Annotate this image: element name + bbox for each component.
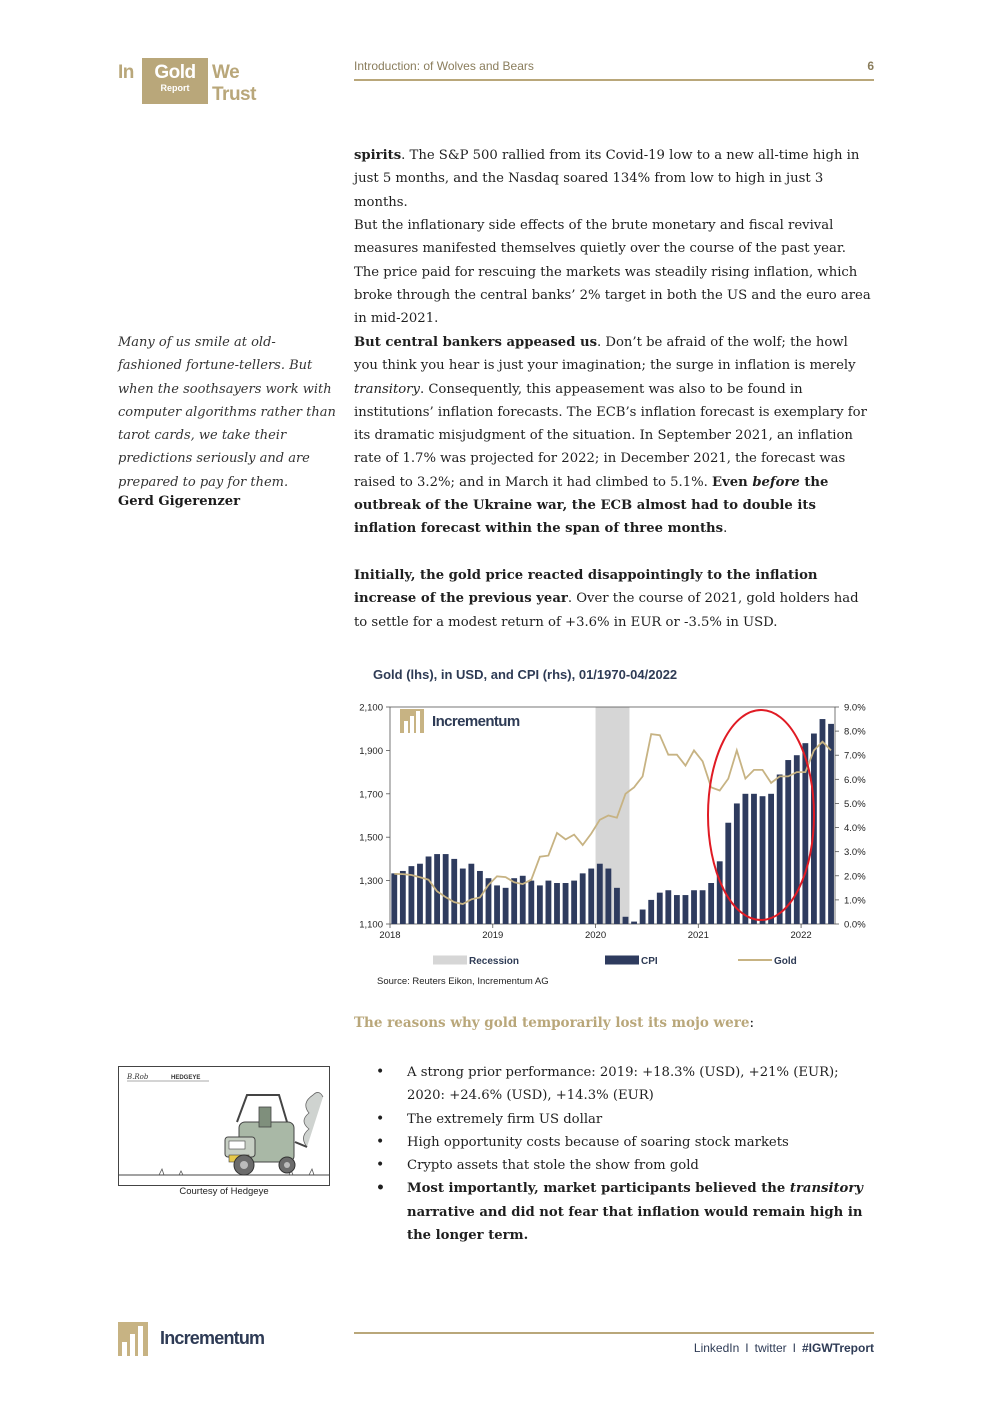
cpi-bar — [674, 895, 680, 924]
sidebar-quote: Many of us smile at old-fashioned fortune-tellers. But when the soothsayers work with computer algorithms rather than tarot cards, we take their predictions seriously and are prepared to pay for them. — [118, 335, 336, 490]
twitter-link[interactable]: twitter — [754, 1341, 787, 1355]
incrementum-watermark-icon-bar — [410, 716, 414, 733]
reasons-list — [354, 1061, 874, 1247]
cpi-bar — [665, 890, 671, 924]
y-left-tick-label: 1,900 — [359, 745, 383, 757]
reasons-heading-text: The reasons why gold temporarily lost its mojo were — [354, 1015, 750, 1031]
cartoon-caption: Courtesy of Hedgeye — [179, 1186, 269, 1197]
cpi-bar — [400, 871, 406, 924]
x-tick-label: 2020 — [584, 930, 607, 941]
y-left-tick-label: 1,300 — [359, 876, 383, 888]
x-tick-label: 2019 — [482, 930, 504, 941]
cpi-bar — [768, 794, 774, 924]
x-tick-label: 2021 — [687, 930, 709, 941]
p3-italic: transitory — [354, 381, 420, 397]
cpi-bar — [828, 724, 834, 924]
incrementum-logo-icon — [118, 1322, 278, 1356]
cpi-bar — [443, 854, 449, 924]
chart-watermark-text: Incrementum — [432, 713, 520, 730]
cpi-bar — [554, 883, 560, 924]
cpi-bar — [537, 885, 543, 924]
cpi-bar — [777, 775, 783, 924]
footer-links — [600, 1341, 874, 1355]
last-item-italic: transitory — [789, 1181, 863, 1197]
p3-text-b: . Consequently, this appeasement was also to be found in institutions’ inflation forecasts. The ECB’s inflation forecast is exemplary for its dramatic misjudgment of the situation. In September 2021, an inflation rate of 1.7% was projected for 2022; in December 2021, the forecast was raised to 3.2%; and in March it had climbed to 5.1%. — [354, 381, 867, 490]
p3-bold: But central bankers appeased us — [354, 335, 598, 350]
reasons-heading — [354, 1015, 754, 1031]
report-logo — [118, 58, 276, 104]
reasons-heading-colon: : — [749, 1015, 755, 1031]
cpi-bar — [597, 864, 603, 924]
list-item: • A strong prior performance: 2019: +18.3% (USD), +21% (EUR); 2020: +24.6% (USD), +14.3% (EUR) — [354, 1061, 874, 1108]
footer-logo — [118, 1322, 278, 1356]
y-right-tick-label: 1.0% — [844, 895, 866, 907]
p4-bold: Initially, the gold price reacted disappointingly to the inflation increase of the previous year — [354, 568, 818, 607]
list-item-emphasis — [354, 1177, 874, 1247]
last-item-end: . — [523, 1228, 529, 1244]
cpi-bar — [468, 864, 474, 924]
paragraph-3 — [354, 331, 874, 541]
chart-legend-group — [433, 956, 797, 968]
cpi-bar — [648, 900, 654, 924]
y-left-tick-label: 1,500 — [359, 832, 383, 844]
y-left-tick-label: 1,100 — [359, 919, 383, 931]
cpi-bar — [451, 859, 457, 924]
y-right-tick-label: 8.0% — [844, 726, 866, 738]
cpi-bar — [657, 893, 663, 924]
list-item: • Crypto assets that stole the show from gold — [354, 1154, 874, 1177]
p3-bold-2a: Even — [712, 474, 753, 490]
y-left-tick-label: 1,700 — [359, 789, 383, 801]
incrementum-watermark-icon-bar — [416, 711, 420, 733]
y-right-tick-label: 6.0% — [844, 774, 866, 786]
list-item: • The extremely firm US dollar — [354, 1108, 874, 1131]
cpi-bar — [785, 760, 791, 924]
cpi-bar — [794, 755, 800, 924]
chart-watermark-group — [400, 709, 520, 733]
cpi-bar — [614, 888, 620, 924]
p3-bold-2b: the outbreak of the Ukraine war, the ECB almost had to double its inflation forecast within the span of three months — [354, 474, 829, 537]
cpi-bar — [725, 823, 731, 924]
cpi-bar — [460, 869, 466, 924]
p1-bold: spirits — [354, 148, 402, 163]
p3-end: . — [723, 521, 728, 537]
cpi-bar — [546, 881, 552, 924]
list-item: • High opportunity costs because of soaring stock markets — [354, 1131, 874, 1154]
page-number: 6 — [867, 59, 874, 73]
legend-gold-label: Gold — [774, 956, 797, 967]
cpi-bar — [511, 878, 517, 924]
sidebar-quote-author: Gerd Gigerenzer — [118, 494, 241, 509]
legend-cpi-label: CPI — [641, 956, 658, 967]
gold-cpi-chart — [340, 690, 900, 975]
cpi-bar — [571, 881, 577, 924]
y-right-tick-label: 0.0% — [844, 919, 866, 931]
footer-divider — [354, 1332, 874, 1334]
y-right-tick-label: 7.0% — [844, 750, 866, 762]
header-divider — [354, 79, 874, 81]
cpi-bar — [760, 796, 766, 924]
x-tick-label: 2018 — [379, 930, 401, 941]
footer-separator: I — [792, 1341, 796, 1355]
hashtag-link[interactable]: #IGWTreport — [801, 1341, 874, 1355]
cpi-bar — [751, 794, 757, 924]
y-right-tick-label: 2.0% — [844, 871, 866, 883]
footer-logo-text: Incrementum — [160, 1328, 265, 1348]
legend-recession-label: Recession — [469, 956, 520, 967]
cartoon-forklift-illustration — [119, 1067, 329, 1185]
cpi-bar — [563, 883, 569, 924]
chart-source: Source: Reuters Eikon, Incrementum AG — [377, 976, 549, 987]
y-right-tick-label: 3.0% — [844, 847, 866, 859]
cpi-bar — [820, 719, 826, 924]
footer-separator: I — [745, 1341, 749, 1355]
cpi-bar — [580, 873, 586, 924]
paragraph-2: But the inflationary side effects of the brute monetary and fiscal revival measures manifested themselves quietly over the course of the past year. The price paid for rescuing the markets was steadily rising inflation, which broke through the central banks’ 2% target in both the US and the euro area in mid-2021. — [354, 218, 871, 327]
logo-in-text: In — [118, 62, 134, 83]
logo-we-trust-text: We Trust — [212, 62, 256, 105]
cpi-bar — [700, 890, 706, 924]
cpi-bar — [588, 869, 594, 924]
chart-title: Gold (lhs), in USD, and CPI (rhs), 01/1970-04/2022 — [373, 667, 678, 682]
y-right-tick-label: 9.0% — [844, 702, 866, 714]
section-title: Introduction: of Wolves and Bears — [354, 59, 534, 73]
y-left-tick-label: 2,100 — [359, 702, 383, 714]
logo-report-text: Report — [160, 83, 190, 93]
cpi-bar — [691, 890, 697, 924]
svg-text:B.Rob: B.Rob — [127, 1073, 149, 1081]
last-item-b: narrative and did not fear that inflation would remain high in the longer term — [407, 1204, 863, 1244]
hedgeye-cartoon — [118, 1066, 330, 1186]
p4-text: . Over the course of 2021, gold holders had to settle for a modest return of +3.6% in EUR or -3.5% in USD. — [354, 591, 859, 630]
y-right-tick-label: 5.0% — [844, 798, 866, 810]
paragraph-1 — [354, 144, 874, 214]
legend-cpi-swatch — [605, 956, 639, 965]
p1-text: . The S&P 500 rallied from its Covid-19 low to a new all-time high in just 5 months, and the Nasdaq soared 134% from low to high in just 3 months. — [354, 148, 860, 210]
cpi-bar — [391, 873, 397, 924]
cpi-bar — [503, 888, 509, 924]
cpi-bar — [494, 885, 500, 924]
linkedin-link[interactable]: LinkedIn — [693, 1341, 740, 1355]
cpi-bar — [528, 881, 534, 924]
cpi-bar — [631, 922, 637, 924]
incrementum-watermark-icon-bar — [404, 721, 408, 733]
cpi-bar — [417, 864, 423, 924]
cpi-bar — [683, 895, 689, 924]
cpi-bar — [717, 861, 723, 924]
cpi-bar — [708, 883, 714, 924]
x-tick-label: 2022 — [790, 930, 812, 941]
cartoon-signature: HEDGEYE — [171, 1075, 201, 1081]
cpi-bar — [640, 910, 646, 924]
paragraph-4 — [354, 564, 874, 634]
logo-gold-text: Gold — [154, 62, 196, 83]
cpi-bar — [426, 856, 432, 924]
last-item-a: Most importantly, market participants believed the — [407, 1181, 790, 1197]
cpi-bar — [605, 869, 611, 924]
cpi-bar — [742, 794, 748, 924]
p3-text-a: . Don’t be afraid of the wolf; the howl you think you hear is just your imagination; the surge in inflation is merely — [354, 335, 856, 374]
legend-recession-swatch — [433, 956, 467, 965]
p3-bold-italic: before — [752, 474, 800, 490]
cpi-bar — [623, 917, 629, 924]
y-right-tick-label: 4.0% — [844, 823, 866, 835]
